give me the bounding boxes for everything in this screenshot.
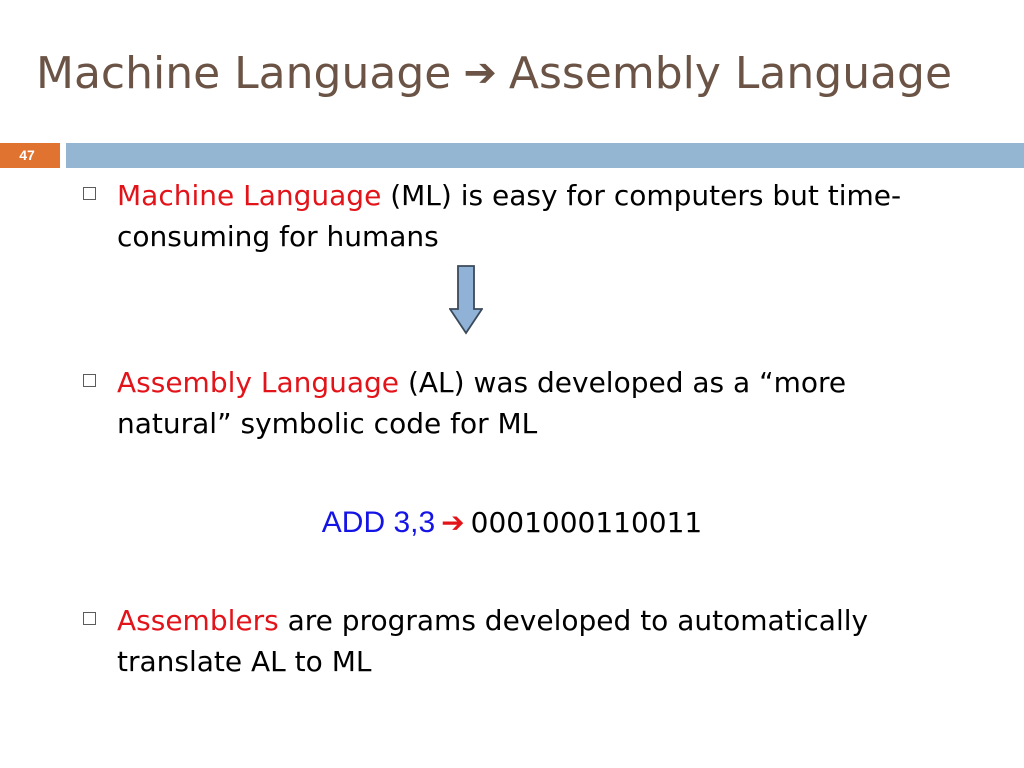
bullet-item (83, 175, 963, 257)
bullet-rest: (AL) was developed as a “more natural” symbolic code for ML (117, 366, 847, 440)
example-binary: 0001000110011 (470, 506, 703, 539)
bullet-rest: (ML) is easy for computers but time-consuming for humans (117, 179, 902, 253)
bullet-text (117, 600, 963, 682)
header-band (66, 143, 1024, 168)
bullet-highlight: Machine Language (117, 179, 382, 212)
right-arrow-icon: ➔ (463, 50, 497, 96)
down-arrow-icon (449, 265, 483, 335)
slide-title (36, 48, 953, 99)
example-instruction: ADD 3,3 (321, 506, 436, 539)
title-right: Assembly Language (508, 48, 953, 99)
bullet-rest: are programs developed to automatically translate AL to ML (117, 604, 869, 678)
bullet-highlight: Assemblers (117, 604, 279, 637)
title-left: Machine Language (36, 48, 452, 99)
bullet-item (83, 362, 963, 444)
bullet-text (117, 175, 963, 257)
square-bullet-icon (83, 187, 96, 200)
bullet-text (117, 362, 963, 444)
bullet-highlight: Assembly Language (117, 366, 400, 399)
square-bullet-icon (83, 374, 96, 387)
right-arrow-icon: ➔ (441, 506, 465, 539)
slide-number: 47 (0, 143, 60, 168)
example-line (0, 503, 1024, 543)
square-bullet-icon (83, 612, 96, 625)
bullet-item (83, 600, 963, 682)
